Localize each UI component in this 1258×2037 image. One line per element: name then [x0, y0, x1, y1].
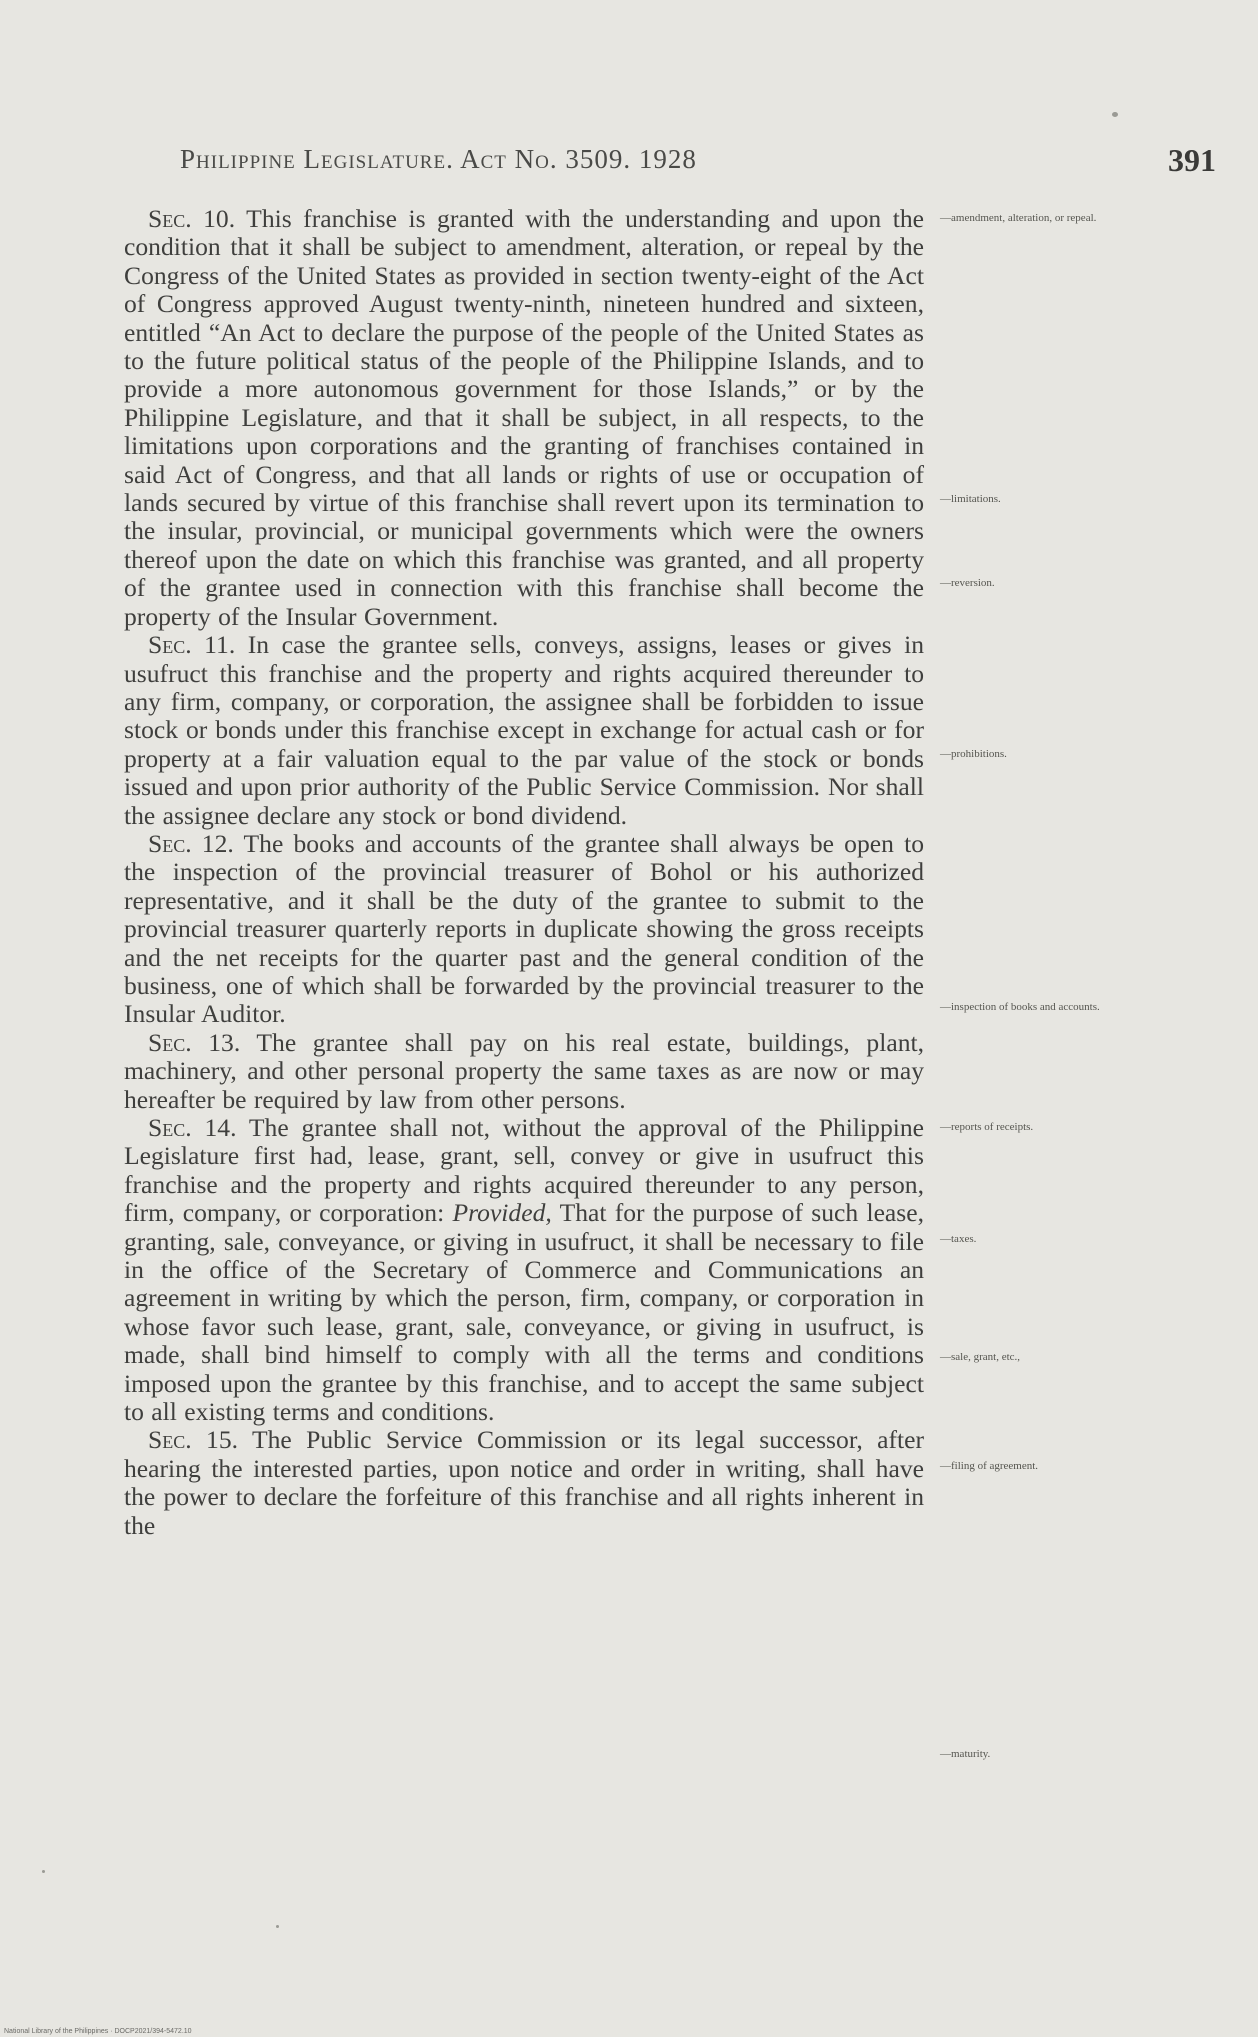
section-label: Sec. 13.	[148, 1027, 241, 1057]
section-label: Sec. 15.	[148, 1425, 239, 1455]
margin-note-maturity: —maturity.	[940, 1748, 991, 1760]
section-label: Sec. 11.	[148, 630, 236, 660]
section-14	[124, 1114, 924, 1426]
margin-note-limitations: —limitations.	[940, 493, 1001, 505]
running-head: Philippine Legislature. Act No. 3509. 1928	[180, 144, 697, 174]
page-header	[180, 144, 1220, 184]
section-body-continued: That for the purpose of such lease, granting, sale, conveyance, or giving in usufruct, it shall be necessary to file in the office of the Secretary of Commerce and Communications an agreement in writing by which the person, firm, company, or corporation in whose favor such lease, grant, sale, conveyance, or giving in usufruct, is made, shall bind himself to comply with all the terms and conditions imposed upon the grantee by this franchise, and to accept the same subject to all existing terms and conditions.	[124, 1198, 925, 1427]
margin-note-reversion: —reversion.	[940, 577, 995, 589]
section-body: The books and accounts of the grantee shall always be open to the inspection of the provincial treasurer of Bohol or his authorized representative, and it shall be the duty of the grantee to submit to the provincial treasurer quarterly reports in duplicate showing the gross receipts and the net receipts for the quarter past and the general condition of the business, one of which shall be forwarded by the provincial treasurer to the Insular Auditor.	[124, 828, 924, 1029]
section-body: The Public Service Commission or its legal successor, after hearing the interested parties, upon notice and order in writing, shall have the power to declare the forfeiture of this franchise and all rights inherent in the	[124, 1425, 924, 1540]
margin-note-amendment: —amendment, alteration, or repeal.	[940, 212, 1097, 224]
section-13	[124, 1029, 924, 1114]
section-body: In case the grantee sells, conveys, assigns, leases or gives in usufruct this franchise and the property and rights acquired thereunder to any firm, company, or corporation, the assignee shall be forbidden to issue stock or bonds under this franchise except in exchange for actual cash or for property at a fair valuation equal to the par value of the stock or bonds issued and upon prior authority of the Public Service Commission. Nor shall the assignee declare any stock or bond dividend.	[124, 630, 924, 830]
scan-footer: National Library of the Philippines · DOCP2021/394-5472.10	[4, 2028, 192, 2035]
margin-note-sale: —sale, grant, etc.,	[940, 1351, 1021, 1363]
section-body: The grantee shall pay on his real estate, buildings, plant, machinery, and other personal property the same taxes as are now or may hereafter be required by law from other persons.	[124, 1027, 924, 1114]
section-body: This franchise is granted with the understanding and upon the condition that it shall be subject to amendment, alteration, or repeal by the Congress of the United States as provided in section twenty-eight of the Act of Congress approved August twenty-ninth, nineteen hundred and sixteen, entitled “An Act to declare the purpose of the people of the United States as to the future political status of the people of the Philippine Islands, and to provide a more autonomous government for those Islands,” or by the Philippine Legislature, and that it shall be subject, in all respects, to the limitations upon corporations and the granting of franchises contained in said Act of Congress, and that all lands or rights of use or occupation of lands secured by virtue of this franchise shall revert upon its termination to the insular, provincial, or municipal governments which were the owners thereof upon the date on which this franchise was granted, and all property of the grantee used in connection with this franchise shall become the property of the Insular Government.	[124, 204, 924, 631]
section-label: Sec. 12.	[148, 828, 234, 858]
margin-note-inspection: —inspection of books and accounts.	[940, 1001, 1100, 1013]
paper-speck	[276, 1925, 279, 1928]
margin-note-prohibitions: —prohibitions.	[940, 748, 1007, 760]
statute-text	[124, 205, 924, 1540]
section-label: Sec. 10.	[148, 204, 236, 233]
section-15	[124, 1426, 924, 1540]
margin-note-filing: —filing of agreement.	[940, 1460, 1039, 1472]
section-10	[124, 205, 924, 631]
section-label: Sec. 14.	[148, 1113, 237, 1142]
section-11	[124, 631, 924, 830]
page-number: 391	[1168, 142, 1216, 178]
margin-note-reports: —reports of receipts.	[940, 1121, 1034, 1133]
paper-speck	[42, 1870, 45, 1873]
proviso: Provided,	[452, 1198, 552, 1228]
margin-note-taxes: —taxes.	[940, 1233, 977, 1245]
paper-speck	[1112, 112, 1118, 117]
section-12	[124, 830, 924, 1029]
section-body: The grantee shall not, without the approval of the Philippine Legislature first had, lease, grant, sell, convey or give in usufruct this franchise and the property and rights acquired thereunder to any person, firm, company, or corporation:	[124, 1113, 925, 1228]
